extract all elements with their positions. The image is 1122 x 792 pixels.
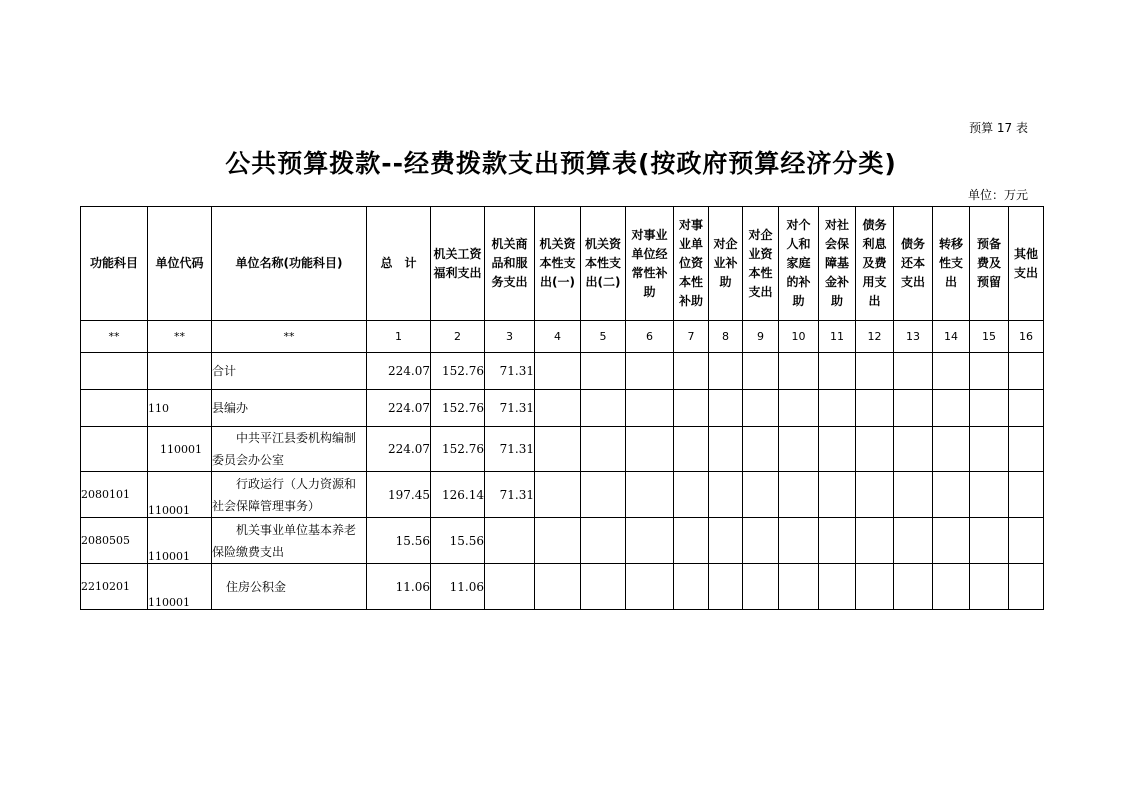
empty-cell — [856, 353, 894, 390]
index-cell: 1 — [367, 321, 431, 353]
salary-cell: 15.56 — [431, 518, 485, 564]
empty-cell — [626, 564, 674, 610]
empty-cell — [819, 353, 856, 390]
table-row — [81, 564, 1044, 610]
empty-cell — [674, 427, 709, 472]
unit-code-cell: 110001 — [148, 518, 212, 564]
goods-services-cell: 71.31 — [485, 427, 535, 472]
col-header: 债务 利息 及费 用支 出 — [856, 207, 894, 321]
empty-cell — [894, 353, 933, 390]
page-title: 公共预算拨款--经费拨款支出预算表(按政府预算经济分类) — [225, 149, 897, 178]
empty-cell — [535, 353, 581, 390]
empty-cell — [894, 518, 933, 564]
empty-cell — [779, 518, 819, 564]
salary-cell: 152.76 — [431, 390, 485, 427]
empty-cell — [674, 518, 709, 564]
unit-name-cell: 行政运行（人力资源和社会保障管理事务） — [212, 472, 367, 518]
empty-cell — [581, 518, 626, 564]
col-header: 功能科目 — [81, 207, 148, 321]
empty-cell — [709, 390, 743, 427]
empty-cell — [674, 353, 709, 390]
empty-cell — [743, 390, 779, 427]
goods-services-cell: 71.31 — [485, 472, 535, 518]
func-code-cell: 2080505 — [81, 518, 148, 564]
empty-cell — [856, 427, 894, 472]
col-header: 其他 支出 — [1009, 207, 1044, 321]
col-header: 对社 会保 障基 金补 助 — [819, 207, 856, 321]
empty-cell — [856, 564, 894, 610]
empty-cell — [933, 427, 970, 472]
index-cell: 14 — [933, 321, 970, 353]
empty-cell — [894, 564, 933, 610]
empty-cell — [581, 353, 626, 390]
empty-cell — [779, 564, 819, 610]
table-row — [81, 518, 1044, 564]
empty-cell — [709, 518, 743, 564]
budget-table — [80, 206, 1044, 610]
empty-cell — [581, 390, 626, 427]
unit-code-cell: 110001 — [148, 564, 212, 610]
empty-cell — [709, 564, 743, 610]
func-code-cell — [81, 353, 148, 390]
empty-cell — [1009, 353, 1044, 390]
empty-cell — [743, 518, 779, 564]
salary-cell: 11.06 — [431, 564, 485, 610]
empty-cell — [933, 518, 970, 564]
goods-services-cell: 71.31 — [485, 353, 535, 390]
empty-cell — [779, 390, 819, 427]
empty-cell — [626, 427, 674, 472]
index-cell: 8 — [709, 321, 743, 353]
col-header: 转移 性支 出 — [933, 207, 970, 321]
empty-cell — [581, 427, 626, 472]
empty-cell — [674, 564, 709, 610]
col-header: 预备 费及 预留 — [970, 207, 1009, 321]
table-row — [81, 390, 1044, 427]
empty-cell — [1009, 518, 1044, 564]
index-cell: 13 — [894, 321, 933, 353]
empty-cell — [535, 472, 581, 518]
index-cell: 10 — [779, 321, 819, 353]
empty-cell — [626, 390, 674, 427]
empty-cell — [626, 518, 674, 564]
empty-cell — [535, 427, 581, 472]
goods-services-cell: 71.31 — [485, 390, 535, 427]
unit-code-cell: 110 — [148, 390, 212, 427]
col-header: 单位名称(功能科目) — [212, 207, 367, 321]
empty-cell — [894, 390, 933, 427]
index-cell: 4 — [535, 321, 581, 353]
unit-name-cell: 住房公积金 — [212, 564, 367, 610]
unit-code-cell: 110001 — [148, 472, 212, 518]
empty-cell — [933, 472, 970, 518]
total-cell: 224.07 — [367, 390, 431, 427]
col-header: 机关资 本性支 出(二) — [581, 207, 626, 321]
unit-name-cell: 机关事业单位基本养老保险缴费支出 — [212, 518, 367, 564]
empty-cell — [1009, 390, 1044, 427]
col-header: 对事业 单位经 常性补 助 — [626, 207, 674, 321]
total-cell: 11.06 — [367, 564, 431, 610]
empty-cell — [743, 427, 779, 472]
empty-cell — [581, 564, 626, 610]
empty-cell — [535, 390, 581, 427]
empty-cell — [819, 472, 856, 518]
func-code-cell — [81, 427, 148, 472]
empty-cell — [819, 427, 856, 472]
salary-cell: 126.14 — [431, 472, 485, 518]
empty-cell — [1009, 564, 1044, 610]
index-cell: 2 — [431, 321, 485, 353]
salary-cell: 152.76 — [431, 353, 485, 390]
index-cell: ** — [81, 321, 148, 353]
col-header: 单位代码 — [148, 207, 212, 321]
col-header: 机关商 品和服 务支出 — [485, 207, 535, 321]
empty-cell — [819, 518, 856, 564]
empty-cell — [779, 427, 819, 472]
empty-cell — [819, 564, 856, 610]
index-cell: 12 — [856, 321, 894, 353]
total-cell: 224.07 — [367, 353, 431, 390]
empty-cell — [1009, 427, 1044, 472]
empty-cell — [970, 390, 1009, 427]
empty-cell — [743, 564, 779, 610]
empty-cell — [581, 472, 626, 518]
empty-cell — [970, 518, 1009, 564]
index-cell: 15 — [970, 321, 1009, 353]
empty-cell — [674, 472, 709, 518]
salary-cell: 152.76 — [431, 427, 485, 472]
empty-cell — [933, 390, 970, 427]
header-row — [81, 207, 1044, 321]
empty-cell — [709, 472, 743, 518]
index-cell: ** — [148, 321, 212, 353]
col-header: 对企 业资 本性 支出 — [743, 207, 779, 321]
func-code-cell: 2210201 — [81, 564, 148, 610]
empty-cell — [626, 472, 674, 518]
index-cell: ** — [212, 321, 367, 353]
col-header: 债务 还本 支出 — [894, 207, 933, 321]
unit-label: 单位：万元 — [967, 188, 1028, 202]
col-header: 机关工资 福利支出 — [431, 207, 485, 321]
empty-cell — [894, 472, 933, 518]
empty-cell — [709, 427, 743, 472]
empty-cell — [709, 353, 743, 390]
empty-cell — [856, 518, 894, 564]
empty-cell — [779, 472, 819, 518]
goods-services-cell — [485, 564, 535, 610]
empty-cell — [970, 564, 1009, 610]
total-cell: 15.56 — [367, 518, 431, 564]
index-cell: 6 — [626, 321, 674, 353]
empty-cell — [743, 353, 779, 390]
empty-cell — [819, 390, 856, 427]
func-code-cell: 2080101 — [81, 472, 148, 518]
table-row — [81, 427, 1044, 472]
empty-cell — [1009, 472, 1044, 518]
empty-cell — [933, 564, 970, 610]
empty-cell — [779, 353, 819, 390]
index-cell: 7 — [674, 321, 709, 353]
empty-cell — [970, 472, 1009, 518]
empty-cell — [894, 427, 933, 472]
index-cell: 16 — [1009, 321, 1044, 353]
goods-services-cell — [485, 518, 535, 564]
total-cell: 224.07 — [367, 427, 431, 472]
col-header: 总 计 — [367, 207, 431, 321]
index-cell: 11 — [819, 321, 856, 353]
col-header: 对事 业单 位资 本性 补助 — [674, 207, 709, 321]
total-cell: 197.45 — [367, 472, 431, 518]
unit-code-cell: 110001 — [148, 427, 212, 472]
index-cell: 5 — [581, 321, 626, 353]
unit-name-cell: 中共平江县委机构编制委员会办公室 — [212, 427, 367, 472]
empty-cell — [856, 472, 894, 518]
unit-code-cell — [148, 353, 212, 390]
index-cell: 9 — [743, 321, 779, 353]
col-header: 机关资 本性支 出(一) — [535, 207, 581, 321]
empty-cell — [535, 564, 581, 610]
empty-cell — [933, 353, 970, 390]
col-header: 对企 业补 助 — [709, 207, 743, 321]
col-header: 对个 人和 家庭 的补 助 — [779, 207, 819, 321]
index-row — [81, 321, 1044, 353]
unit-name-cell: 县编办 — [212, 390, 367, 427]
empty-cell — [970, 353, 1009, 390]
empty-cell — [535, 518, 581, 564]
empty-cell — [856, 390, 894, 427]
func-code-cell — [81, 390, 148, 427]
index-cell: 3 — [485, 321, 535, 353]
form-number: 预算 17 表 — [969, 121, 1028, 135]
unit-name-cell: 合计 — [212, 353, 367, 390]
empty-cell — [743, 472, 779, 518]
table-row — [81, 353, 1044, 390]
empty-cell — [970, 427, 1009, 472]
empty-cell — [626, 353, 674, 390]
empty-cell — [674, 390, 709, 427]
table-row — [81, 472, 1044, 518]
